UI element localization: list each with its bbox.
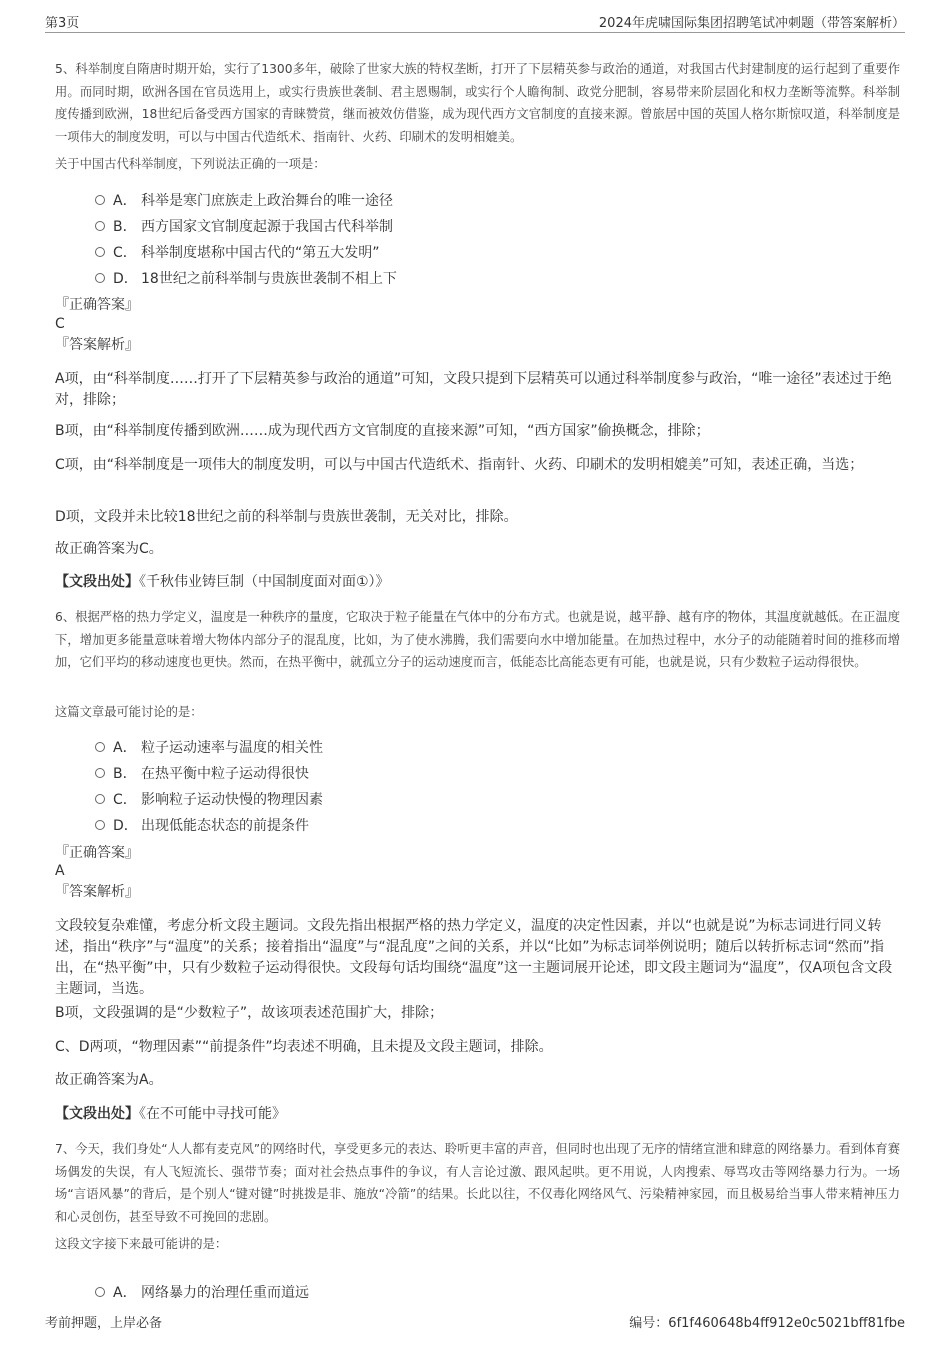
- radio-icon[interactable]: [95, 195, 105, 205]
- q5-stem: 关于中国古代科举制度，下列说法正确的一项是：: [55, 157, 326, 171]
- q5-option-b[interactable]: B． 西方国家文官制度起源于我国古代科举制: [95, 214, 940, 240]
- q5-conclusion: 故正确答案为C。: [55, 541, 163, 557]
- radio-icon[interactable]: [95, 742, 105, 752]
- q7-option-a[interactable]: A． 网络暴力的治理任重而道远: [95, 1280, 940, 1306]
- q5-options: [95, 188, 940, 292]
- radio-icon[interactable]: [95, 820, 105, 830]
- q6-conclusion: 故正确答案为A。: [55, 1072, 163, 1088]
- q6-answer: A: [55, 863, 65, 879]
- q6-option-a[interactable]: A． 粒子运动速率与温度的相关性: [95, 735, 940, 761]
- q6-option-d[interactable]: D． 出现低能态状态的前提条件: [95, 813, 940, 839]
- q5-source: 【文段出处】《千秋伟业铸巨制（中国制度面对面①）》: [55, 574, 390, 590]
- q5-option-c[interactable]: C． 科举制度堪称中国古代的“第五大发明”: [95, 240, 940, 266]
- radio-icon[interactable]: [95, 768, 105, 778]
- q6-option-b[interactable]: B． 在热平衡中粒子运动得很快: [95, 761, 940, 787]
- q5-answer: C: [55, 316, 65, 332]
- radio-icon[interactable]: [95, 221, 105, 231]
- q6-stem: 这篇文章最可能讨论的是：: [55, 705, 203, 719]
- q5-analysis-c: C项，由“科举制度是一项伟大的制度发明，可以与中国古代造纸术、指南针、火药、印刷术的发明相媲美”可知，表述正确，当选；: [55, 457, 864, 473]
- q6-options: [95, 735, 940, 839]
- q6-analysis-b: B项，文段强调的是“少数粒子”，故该项表述范围扩大，排除；: [55, 1005, 444, 1021]
- q6-passage: 6、根据严格的热力学定义，温度是一种秩序的量度，它取决于粒子能量在气体中的分布方式。也就是说，越平静、越有序的物体，其温度就越低。在正温度下，增加更多能量意味着增大物体内部分子的混乱度，比如，为了使水沸腾，我们需要向水中增加能量。在加热过程中，水分子的动能随着时间的推移而增加，它们平均的移动速度也更快。然而，在热平衡中，就孤立分子的运动速度而言，低能态比高能态更有可能，也就是说，只有少数粒子运动得很快。: [55, 610, 900, 670]
- q6-analysis-cd: C、D两项，“物理因素”“前提条件”均表述不明确，且未提及文段主题词，排除。: [55, 1039, 553, 1055]
- radio-icon[interactable]: [95, 247, 105, 257]
- document-title: 2024年虎啸国际集团招聘笔试冲刺题（带答案解析）: [598, 16, 905, 31]
- q5-analysis-a: A项，由“科举制度……打开了下层精英参与政治的通道”可知，文段只提到下层精英可以通过科举制度参与政治，“唯一途径”表述过于绝对，排除；: [55, 371, 892, 408]
- footer-slogan: 考前押题，上岸必备: [45, 1316, 163, 1331]
- q5-passage: 5、科举制度自隋唐时期开始，实行了1300多年，破除了世家大族的特权垄断，打开了下层精英参与政治的通道，对我国古代封建制度的运行起到了重要作用。而同时期，欧洲各国在官员选用上，或实行贵族世袭制、君主恩赐制，或实行个人瞻徇制、政党分肥制，容易带来阶层固化和权力垄断等流弊。科举制度传播到欧洲，18世纪后备受西方国家的青睐赞赏，继而被效仿借鉴，成为现代西方文官制度的直接来源。曾旅居中国的英国人格尔斯惊叹道，科举制度是一项伟大的制度发明，可以与中国古代造纸术、指南针、火药、印刷术的发明相媲美。: [55, 62, 900, 144]
- q6-option-c[interactable]: C． 影响粒子运动快慢的物理因素: [95, 787, 940, 813]
- q5-option-d[interactable]: D． 18世纪之前科举制与贵族世袭制不相上下: [95, 266, 940, 292]
- q6-source: 【文段出处】《在不可能中寻找可能》: [55, 1106, 286, 1122]
- q6-answer-label: 『正确答案』: [55, 845, 139, 861]
- document-id: 编号：6f1f460648b4ff912e0c5021bff81fbe: [629, 1316, 905, 1331]
- q5-analysis-d: D项，文段并未比较18世纪之前的科举制与贵族世袭制，无关对比，排除。: [55, 509, 518, 525]
- radio-icon[interactable]: [95, 1287, 105, 1297]
- q6-analysis-main: 文段较复杂难懂，考虑分析文段主题词。文段先指出根据严格的热力学定义，温度的决定性因素，并以“也就是说”为标志词进行同义转述，指出“秩序”与“温度”的关系；接着指出“温度”与“混乱度”之间的关系，并以“比如”为标志词举例说明；随后以转折标志词“然而”指出，在“热平衡”中，只有少数粒子运动得很快。文段每句话均围绕“温度”这一主题词展开论述，即文段主题词为“温度”，仅A项包含文段主题词，当选。: [55, 918, 893, 997]
- page-number: 第3页: [45, 16, 80, 31]
- q6-analysis-label: 『答案解析』: [55, 884, 139, 900]
- q7-stem: 这段文字接下来最可能讲的是：: [55, 1237, 228, 1251]
- q5-analysis-label: 『答案解析』: [55, 337, 139, 353]
- q5-analysis-b: B项，由“科举制度传播到欧洲……成为现代西方文官制度的直接来源”可知，“西方国家”偷换概念，排除；: [55, 423, 710, 439]
- radio-icon[interactable]: [95, 794, 105, 804]
- q7-options: [95, 1280, 940, 1306]
- q5-option-a[interactable]: A． 科举是寒门庶族走上政治舞台的唯一途径: [95, 188, 940, 214]
- q7-passage: 7、今天，我们身处“人人都有麦克风”的网络时代，享受更多元的表达、聆听更丰富的声音，但同时也出现了无序的情绪宣泄和肆意的网络暴力。看到体育赛场偶发的失误，有人飞短流长、强带节奏；面对社会热点事件的争议，有人言论过激、跟风起哄。更不用说，人肉搜索、辱骂攻击等网络暴力行为。一场场“言语风暴”的背后，是个别人“键对键”时挑拨是非、施放“冷箭”的结果。长此以往，不仅毒化网络风气、污染精神家园，而且极易给当事人带来精神压力和心灵创伤，甚至导致不可挽回的悲剧。: [55, 1142, 900, 1224]
- radio-icon[interactable]: [95, 273, 105, 283]
- page-header: [45, 10, 905, 33]
- q5-answer-label: 『正确答案』: [55, 297, 139, 313]
